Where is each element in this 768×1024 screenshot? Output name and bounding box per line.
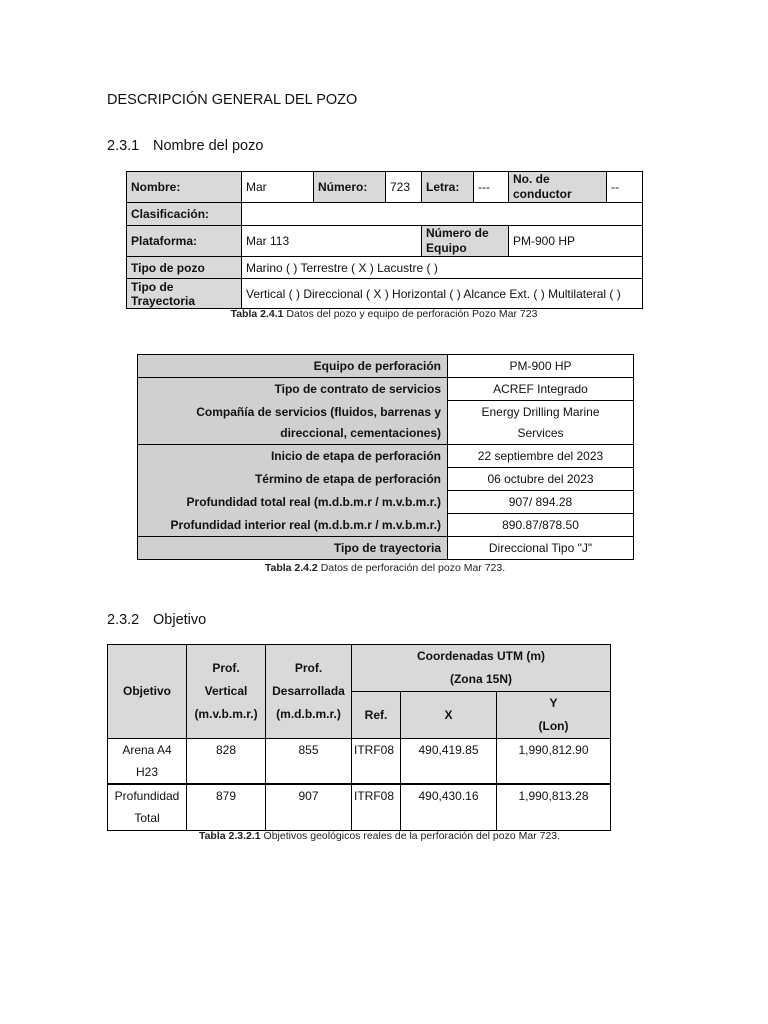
header-ref: Ref. [352,692,401,739]
caption-number: Tabla 2.4.2 [264,562,318,574]
section-number: 2.3.1 [107,138,140,154]
cell-line: Arena A4 [122,743,172,757]
header-line: (m.d.b.m.r.) [276,707,341,721]
section-heading-nombre [107,138,263,154]
row-label: Tipo de trayectoria [138,537,448,560]
caption-table-2 [137,562,633,574]
row-value: ACREF Integrado [448,378,634,401]
row-value: Direccional Tipo "J" [448,537,634,560]
section-label: Objetivo [153,612,207,628]
header-line: Prof. [212,661,240,675]
header-line: (Zona 15N) [449,672,512,686]
header-line: Coordenadas UTM (m) [416,649,545,663]
caption-table-3 [107,830,652,842]
cell-line: H23 [135,765,158,779]
row-value: 22 septiembre del 2023 [448,445,634,468]
trayectoria-value: Vertical ( ) Direccional ( X ) Horizontal ( ) Alcance Ext. ( ) Multilateral ( ) [242,279,643,309]
nombre-label: Nombre: [127,172,242,203]
numero-value: 723 [386,172,422,203]
row-value: Services [448,423,634,445]
header-coordenadas [352,645,611,692]
header-prof-desarrollada [266,645,352,739]
caption-text: Objetivos geológicos reales de la perforación del pozo Mar 723. [260,830,561,842]
tipo-pozo-label: Tipo de pozo [127,257,242,279]
clasificacion-value [242,203,643,226]
row-label: Compañía de servicios (fluidos, barrenas y [138,401,448,423]
cell-desarrollada: 907 [266,784,352,830]
cell-y: 1,990,812.90 [497,739,611,785]
section-heading-objetivo [107,612,206,628]
cell-vertical: 828 [187,739,266,785]
conductor-label: No. de conductor [509,172,607,203]
row-label: Término de etapa de perforación [138,468,448,491]
row-value: 890.87/878.50 [448,514,634,537]
cell-line: Total [134,811,160,825]
cell-objetivo [108,784,187,830]
section-number: 2.3.2 [107,612,140,628]
cell-ref: ITRF08 [352,739,401,785]
equipo-value: PM-900 HP [509,226,643,257]
header-objetivo: Objetivo [108,645,187,739]
header-prof-vertical [187,645,266,739]
numero-label: Número: [314,172,386,203]
plataforma-label: Plataforma: [127,226,242,257]
row-label: Tipo de contrato de servicios [138,378,448,401]
header-line: Y [549,696,558,710]
cell-vertical: 879 [187,784,266,830]
caption-number: Tabla 2.3.2.1 [198,830,261,842]
header-line: (m.v.b.m.r.) [194,707,258,721]
header-line: (Lon) [538,719,569,733]
caption-number: Tabla 2.4.1 [230,308,284,320]
row-label: Profundidad interior real (m.d.b.m.r / m.v.b.m.r.) [138,514,448,537]
header-line: Vertical [204,684,248,698]
plataforma-value: Mar 113 [242,226,422,257]
row-value: Energy Drilling Marine [448,401,634,423]
drilling-data-table [137,354,634,560]
row-label: direccional, cementaciones) [138,423,448,445]
row-value: 06 octubre del 2023 [448,468,634,491]
cell-objetivo [108,739,187,785]
row-value: PM-900 HP [448,355,634,378]
well-data-table [126,171,643,309]
caption-table-1 [126,308,642,320]
cell-ref: ITRF08 [352,784,401,830]
letra-value: --- [474,172,509,203]
cell-x: 490,419.85 [401,739,497,785]
nombre-value: Mar [242,172,314,203]
row-value: 907/ 894.28 [448,491,634,514]
cell-line: Profundidad [114,789,180,803]
section-label: Nombre del pozo [153,138,264,154]
cell-x: 490,430.16 [401,784,497,830]
trayectoria-label: Tipo de Trayectoria [127,279,242,309]
row-label: Profundidad total real (m.d.b.m.r / m.v.b.m.r.) [138,491,448,514]
caption-text: Datos del pozo y equipo de perforación Pozo Mar 723 [283,308,538,320]
caption-text: Datos de perforación del pozo Mar 723. [317,562,506,574]
letra-label: Letra: [422,172,474,203]
header-line: Prof. [294,661,323,675]
clasificacion-label: Clasificación: [127,203,242,226]
header-y [497,692,611,739]
table-row [108,784,611,830]
conductor-value: -- [607,172,643,203]
document-title: DESCRIPCIÓN GENERAL DEL POZO [107,92,358,108]
row-label: Equipo de perforación [138,355,448,378]
table-row [108,739,611,785]
header-x: X [401,692,497,739]
objectives-table [107,644,611,831]
row-label: Inicio de etapa de perforación [138,445,448,468]
cell-y: 1,990,813.28 [497,784,611,830]
header-line: Desarrollada [272,684,345,698]
tipo-pozo-value: Marino ( ) Terrestre ( X ) Lacustre ( ) [242,257,643,279]
cell-desarrollada: 855 [266,739,352,785]
equipo-label: Número de Equipo [422,226,509,257]
